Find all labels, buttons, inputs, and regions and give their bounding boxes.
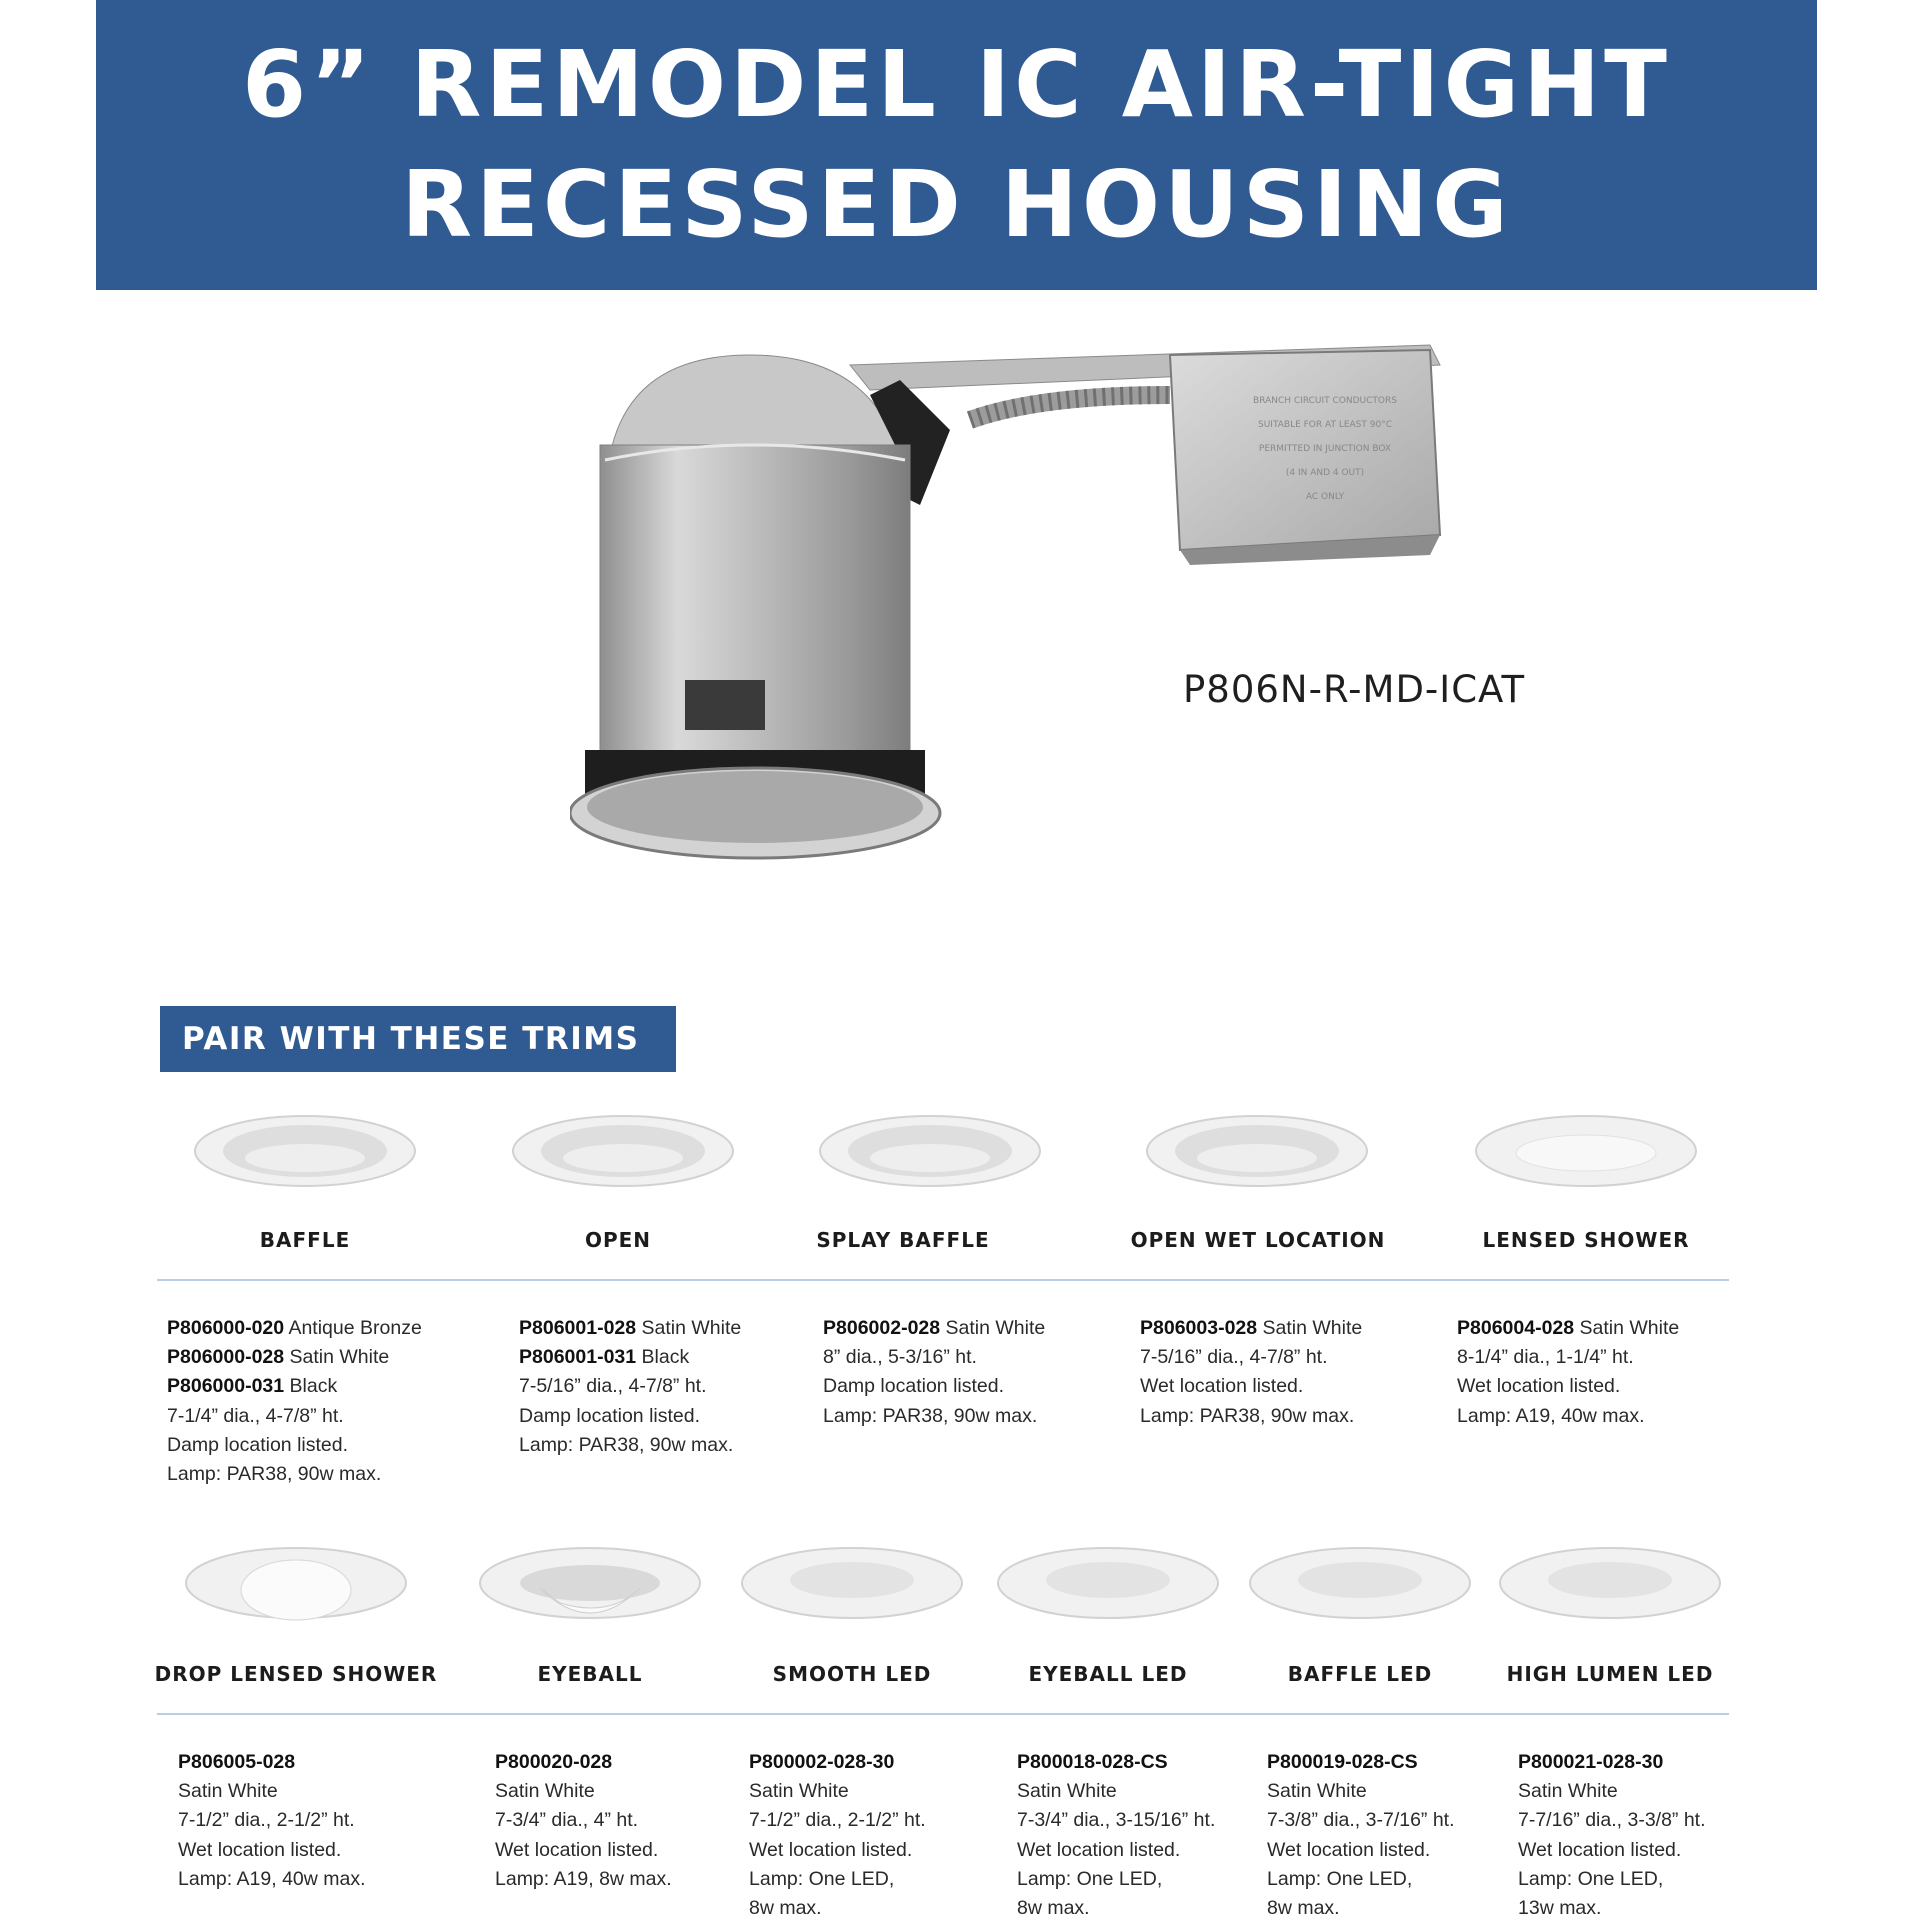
spec-line	[495, 1836, 672, 1865]
trim-specs	[178, 1748, 366, 1894]
spec-line	[1017, 1806, 1215, 1835]
sku-number: P806001-028	[519, 1317, 637, 1339]
spec-line	[178, 1777, 366, 1806]
spec-line	[1267, 1836, 1455, 1865]
model-number: P806N-R-MD-ICAT	[1183, 668, 1526, 711]
sku-number: P806000-028	[167, 1346, 285, 1369]
recessed-housing-image	[570, 335, 1470, 915]
spec-line	[1140, 1402, 1362, 1431]
sku-number: P806000-031	[167, 1375, 285, 1398]
spec-line	[823, 1402, 1045, 1431]
trim-name: HIGH LUMEN LED	[1506, 1662, 1714, 1686]
spec-text: Damp location listed.	[519, 1404, 701, 1427]
spec-line	[1518, 1894, 1706, 1923]
spec-text: 7-3/4” dia., 3-15/16” ht.	[1017, 1809, 1216, 1832]
spec-line	[167, 1314, 422, 1343]
spec-line	[1140, 1314, 1362, 1343]
spec-line	[1518, 1777, 1706, 1806]
spec-line	[167, 1431, 422, 1460]
spec-line	[519, 1343, 741, 1372]
spec-text: Antique Bronze	[284, 1317, 422, 1339]
sku-number: P800018-028-CS	[1017, 1751, 1168, 1773]
spec-text: Wet location listed.	[1017, 1838, 1181, 1861]
spec-line	[1518, 1748, 1706, 1777]
spec-text: Satin White	[284, 1346, 390, 1369]
trim-specs	[1457, 1314, 1679, 1431]
spec-line	[1267, 1894, 1455, 1923]
spec-line	[1017, 1836, 1215, 1865]
spec-text: Satin White	[1574, 1317, 1680, 1339]
spec-line	[495, 1865, 672, 1894]
spec-text: Black	[636, 1346, 690, 1369]
spec-text: Wet location listed.	[495, 1838, 659, 1861]
spec-line	[519, 1372, 741, 1401]
spec-line	[1457, 1343, 1679, 1372]
spec-line	[1017, 1894, 1215, 1923]
junction-box-label-4: (4 IN AND 4 OUT)	[1285, 468, 1365, 478]
spec-line	[167, 1402, 422, 1431]
junction-box-label-5: AC ONLY	[1305, 492, 1345, 502]
spec-text: 8w max.	[749, 1897, 822, 1920]
spec-text: Wet location listed.	[1518, 1838, 1682, 1861]
spec-line	[749, 1806, 926, 1835]
spec-line	[749, 1894, 926, 1923]
spec-line	[1017, 1748, 1215, 1777]
trim-image	[1137, 1096, 1377, 1206]
spec-text: Lamp: A19, 40w max.	[178, 1867, 366, 1890]
spec-text: 8w max.	[1267, 1897, 1340, 1920]
spec-text: Wet location listed.	[1140, 1375, 1304, 1398]
trim-name: EYEBALL LED	[1028, 1662, 1188, 1686]
spec-text: Satin White	[1518, 1780, 1618, 1803]
row-2-divider	[157, 1713, 1729, 1715]
spec-line	[519, 1431, 741, 1460]
spec-line	[1267, 1748, 1455, 1777]
sku-number: P806005-028	[178, 1751, 296, 1773]
spec-line	[823, 1372, 1045, 1401]
trim-name: OPEN WET LOCATION	[1130, 1228, 1386, 1252]
spec-line	[495, 1806, 672, 1835]
sku-number: P806000-020	[167, 1317, 285, 1339]
junction-box-label-3: PERMITTED IN JUNCTION BOX	[1258, 444, 1392, 454]
trim-specs	[519, 1314, 741, 1460]
spec-line	[178, 1748, 366, 1777]
spec-text: 13w max.	[1518, 1897, 1602, 1920]
trim-name: SMOOTH LED	[772, 1662, 932, 1686]
spec-text: 8-1/4” dia., 1-1/4” ht.	[1457, 1346, 1634, 1369]
spec-text: Satin White	[1267, 1780, 1367, 1803]
spec-text: Lamp: PAR38, 90w max.	[823, 1404, 1038, 1427]
spec-line	[1267, 1806, 1455, 1835]
spec-line	[178, 1865, 366, 1894]
trim-specs	[1140, 1314, 1362, 1431]
spec-line	[749, 1748, 926, 1777]
trim-name: BAFFLE LED	[1287, 1662, 1433, 1686]
spec-line	[1518, 1806, 1706, 1835]
sku-number: P806001-031	[519, 1346, 637, 1369]
spec-line	[1017, 1865, 1215, 1894]
spec-text: Satin White	[749, 1780, 849, 1803]
junction-box-label-2: SUITABLE FOR AT LEAST 90°C	[1257, 420, 1393, 430]
section-header-trims: PAIR WITH THESE TRIMS	[160, 1006, 676, 1072]
trim-specs	[749, 1748, 926, 1923]
trim-image	[988, 1528, 1228, 1638]
spec-text: Satin White	[1017, 1780, 1117, 1803]
junction-box-label-1: BRANCH CIRCUIT CONDUCTORS	[1253, 396, 1397, 406]
spec-text: 7-3/4” dia., 4” ht.	[495, 1809, 639, 1832]
trim-name: LENSED SHOWER	[1482, 1228, 1690, 1252]
spec-text: Wet location listed.	[1267, 1838, 1431, 1861]
spec-line	[823, 1343, 1045, 1372]
trim-specs	[1267, 1748, 1455, 1923]
spec-line	[1267, 1777, 1455, 1806]
spec-line	[495, 1748, 672, 1777]
spec-line	[749, 1865, 926, 1894]
spec-text: Satin White	[495, 1780, 595, 1803]
spec-text: 7-5/16” dia., 4-7/8” ht.	[1140, 1346, 1328, 1369]
spec-line	[1457, 1372, 1679, 1401]
spec-text: Lamp: PAR38, 90w max.	[1140, 1404, 1355, 1427]
trim-image	[1240, 1528, 1480, 1638]
trim-image	[176, 1528, 416, 1638]
spec-text: Lamp: A19, 40w max.	[1457, 1404, 1645, 1427]
trim-name: DROP LENSED SHOWER	[154, 1662, 438, 1686]
sku-number: P806004-028	[1457, 1317, 1575, 1339]
spec-line	[1457, 1314, 1679, 1343]
sku-number: P800019-028-CS	[1267, 1751, 1418, 1773]
spec-text: 8” dia., 5-3/16” ht.	[823, 1346, 977, 1369]
sku-number: P800021-028-30	[1518, 1751, 1664, 1773]
spec-text: Lamp: PAR38, 90w max.	[167, 1463, 382, 1486]
trim-specs	[1518, 1748, 1706, 1923]
spec-line	[1140, 1372, 1362, 1401]
spec-line	[519, 1402, 741, 1431]
flex-conduit	[970, 395, 1170, 420]
spec-line	[1457, 1402, 1679, 1431]
spec-line	[1518, 1836, 1706, 1865]
row-1-divider	[157, 1279, 1729, 1281]
trim-image	[470, 1528, 710, 1638]
spec-text: Satin White	[636, 1317, 742, 1339]
spec-text: 7-1/4” dia., 4-7/8” ht.	[167, 1404, 344, 1427]
spec-line	[178, 1836, 366, 1865]
spec-text: Satin White	[1257, 1317, 1363, 1339]
spec-line	[1267, 1865, 1455, 1894]
spec-text: Lamp: One LED,	[1017, 1867, 1163, 1890]
spec-text: 7-1/2” dia., 2-1/2” ht.	[749, 1809, 926, 1832]
trim-image	[503, 1096, 743, 1206]
spec-line	[519, 1314, 741, 1343]
trim-name: OPEN	[584, 1228, 652, 1252]
trim-specs	[167, 1314, 422, 1489]
spec-line	[823, 1314, 1045, 1343]
spec-line	[167, 1460, 422, 1489]
spec-text: Damp location listed.	[167, 1433, 349, 1456]
spec-text: Wet location listed.	[178, 1838, 342, 1861]
spec-text: Satin White	[178, 1780, 278, 1803]
trim-image	[810, 1096, 1050, 1206]
spec-line	[167, 1372, 422, 1401]
spec-line	[1140, 1343, 1362, 1372]
spec-line	[167, 1343, 422, 1372]
title-banner	[96, 0, 1817, 290]
trim-image	[732, 1528, 972, 1638]
trim-name: SPLAY BAFFLE	[816, 1228, 990, 1252]
trim-name: BAFFLE	[259, 1228, 351, 1252]
trim-name: EYEBALL	[537, 1662, 643, 1686]
trim-specs	[823, 1314, 1045, 1431]
spec-text: Satin White	[940, 1317, 1046, 1339]
sku-number: P806002-028	[823, 1317, 941, 1339]
spec-line	[749, 1777, 926, 1806]
spec-text: Lamp: A19, 8w max.	[495, 1867, 672, 1890]
trim-specs	[1017, 1748, 1215, 1923]
spec-line	[1017, 1777, 1215, 1806]
spec-text: Wet location listed.	[1457, 1375, 1621, 1398]
spec-text: Lamp: One LED,	[1518, 1867, 1664, 1890]
trim-image	[1466, 1096, 1706, 1206]
trim-image	[1490, 1528, 1730, 1638]
sku-number: P806003-028	[1140, 1317, 1258, 1339]
page-title-line-2: RECESSED HOUSING	[401, 151, 1512, 258]
spec-line	[178, 1806, 366, 1835]
page-title-line-1: 6” REMODEL IC AIR-TIGHT	[242, 31, 1671, 138]
spec-text: Black	[284, 1375, 338, 1398]
spec-text: Damp location listed.	[823, 1375, 1005, 1398]
junction-box	[1170, 350, 1440, 565]
sku-number: P800020-028	[495, 1751, 613, 1773]
trim-image	[185, 1096, 425, 1206]
spec-text: 7-5/16” dia., 4-7/8” ht.	[519, 1375, 707, 1398]
spec-line	[749, 1836, 926, 1865]
spec-line	[495, 1777, 672, 1806]
spec-text: Lamp: PAR38, 90w max.	[519, 1433, 734, 1456]
spec-line	[1518, 1865, 1706, 1894]
spec-text: Wet location listed.	[749, 1838, 913, 1861]
trim-specs	[495, 1748, 672, 1894]
sku-number: P800002-028-30	[749, 1751, 895, 1773]
spec-text: 7-3/8” dia., 3-7/16” ht.	[1267, 1809, 1455, 1832]
spec-text: 8w max.	[1017, 1897, 1090, 1920]
spec-text: Lamp: One LED,	[1267, 1867, 1413, 1890]
spec-text: 7-7/16” dia., 3-3/8” ht.	[1518, 1809, 1706, 1832]
spec-text: 7-1/2” dia., 2-1/2” ht.	[178, 1809, 355, 1832]
spec-text: Lamp: One LED,	[749, 1867, 895, 1890]
